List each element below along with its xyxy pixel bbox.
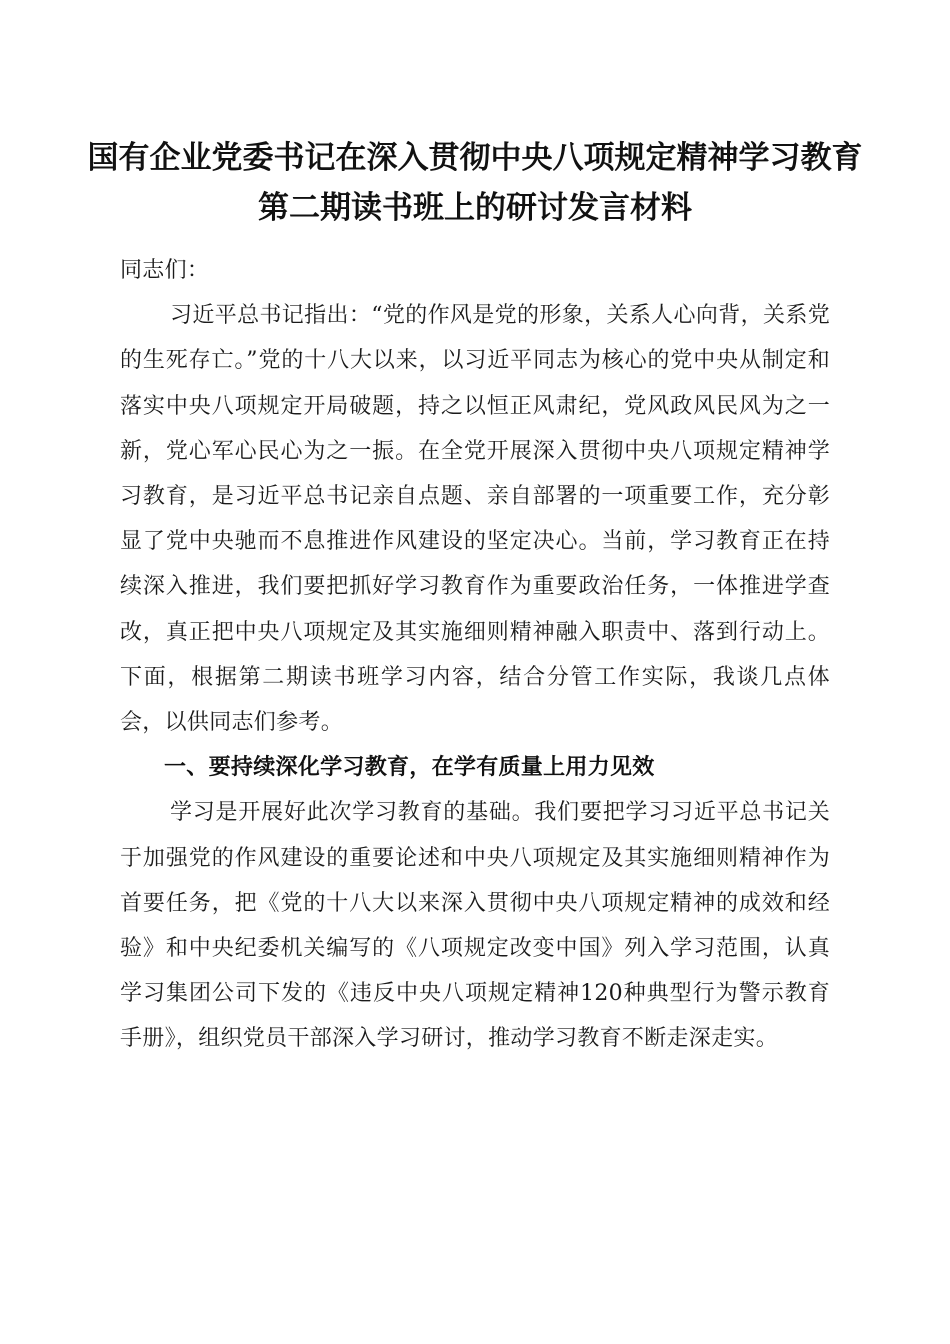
intro-paragraph: 习近平总书记指出：“党的作风是党的形象，关系人心向背，关系党的生死存亡。”党的十八大以来，以习近平同志为核心的党中央从制定和落实中央八项规定开局破题，持之以恒正风肃纪，党风政风民风为之一新，党心军心民心为之一振。在全党开展深入贯彻中央八项规定精神学习教育，是习近平总书记亲自点题、亲自部署的一项重要工作，充分彰显了党中央驰而不息推进作风建设的坚定决心。当前，学习教育正在持续深入推进，我们要把抓好学习教育作为重要政治任务，一体推进学查改，真正把中央八项规定及其实施细则精神融入职责中、落到行动上。下面，根据第二期读书班学习内容，结合分管工作实际，我谈几点体会，以供同志们参考。 [120, 303, 830, 736]
document-body [120, 248, 830, 1062]
section-heading-1: 一、要持续深化学习教育，在学有质量上用力见效 [164, 755, 655, 781]
document-title: 国有企业党委书记在深入贯彻中央八项规定精神学习教育第二期读书班上的研讨发言材料 [87, 140, 863, 226]
section-1-paragraph: 学习是开展好此次学习教育的基础。我们要把学习习近平总书记关于加强党的作风建设的重要论述和中央八项规定及其实施细则精神作为首要任务，把《党的十八大以来深入贯彻中央八项规定精神的成效和经验》和中央纪委机关编写的《八项规定改变中国》列入学习范围，认真学习集团公司下发的《违反中央八项规定精神120种典型行为警示教育手册》，组织党员干部深入学习研讨，推动学习教育不断走深走实。 [120, 800, 830, 1052]
salutation: 同志们： [120, 258, 210, 283]
